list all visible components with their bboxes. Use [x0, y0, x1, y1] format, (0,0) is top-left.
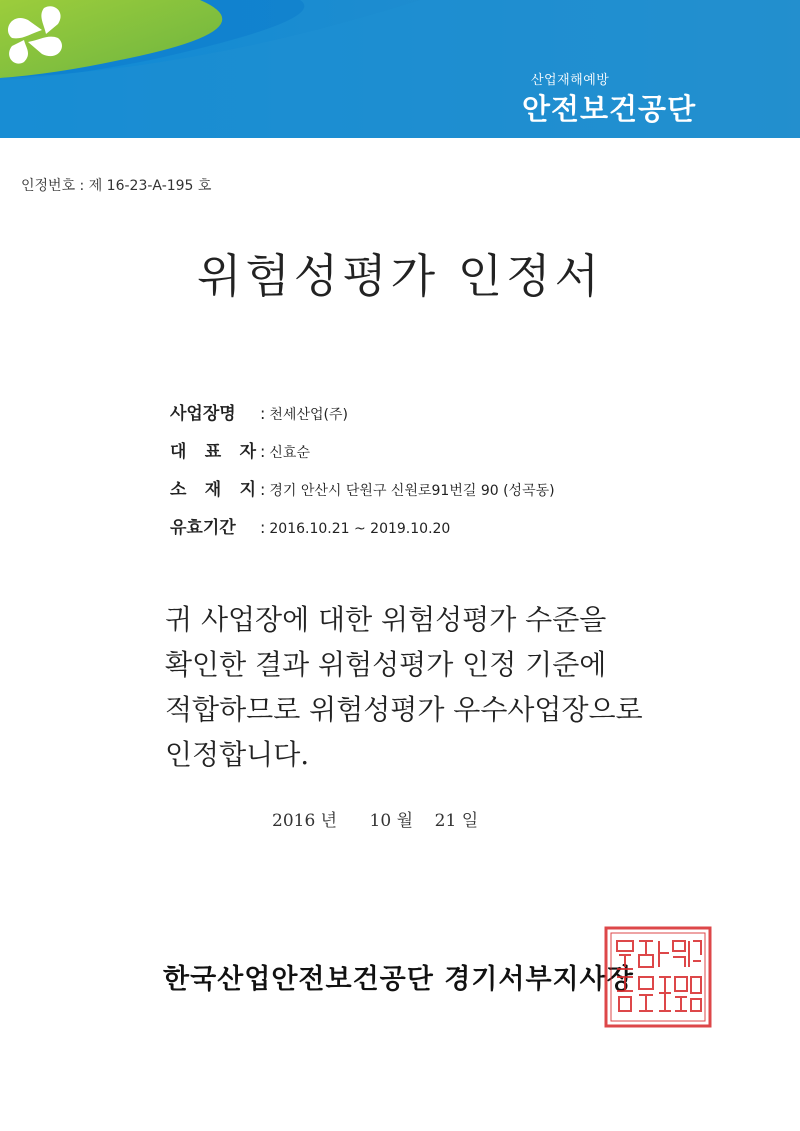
certification-statement: [165, 597, 685, 777]
info-label: [170, 475, 256, 500]
info-label: 사업장명: [170, 404, 236, 424]
colon: :: [260, 442, 266, 461]
colon: :: [260, 480, 266, 499]
statement-line: 귀 사업장에 대한 위험성평가 수준을: [165, 603, 607, 636]
info-row-business-name: [170, 399, 555, 437]
org-name: 안전보건공단: [522, 92, 697, 126]
business-info: [170, 399, 555, 551]
colon: :: [260, 404, 266, 423]
page-title: 위험성평가 인정서: [196, 249, 604, 303]
statement-line: 확인한 결과 위험성평가 인정 기준에: [165, 648, 607, 681]
info-label-char: 대: [170, 442, 187, 462]
date-month: 10: [369, 811, 392, 831]
issuer-name: 한국산업안전보건공단 경기서부지사장: [163, 964, 634, 995]
info-value: 경기 안산시 단원구 신원로91번길 90 (성곡동): [269, 483, 555, 499]
header-banner: [0, 0, 800, 138]
info-value: 천세산업(주): [269, 407, 348, 423]
info-row-address: [170, 475, 555, 513]
org-subtitle: 산업재해예방: [531, 73, 610, 88]
info-label-char: 재: [204, 480, 222, 500]
info-label-char: 소: [170, 480, 187, 500]
statement-line: 인정합니다.: [165, 738, 310, 771]
info-label-char: 표: [204, 442, 222, 462]
info-label: 유효기간: [170, 518, 236, 538]
info-label: [170, 437, 256, 462]
statement-line: 적합하므로 위험성평가 우수사업장으로: [165, 693, 643, 726]
date-year: 2016: [272, 811, 316, 831]
date-year-unit: 년: [320, 811, 338, 831]
date-day: 21: [434, 811, 457, 831]
issue-date: [272, 806, 478, 831]
official-seal-icon: [603, 925, 713, 1029]
info-label-char: 자: [239, 442, 256, 462]
kosha-cross-logo-icon: [0, 0, 70, 70]
info-label-char: 지: [239, 480, 256, 500]
info-row-representative: [170, 437, 555, 475]
info-value: 2016.10.21 ~ 2019.10.20: [269, 521, 451, 537]
info-value: 신효순: [269, 445, 310, 461]
info-row-validity-period: [170, 513, 555, 551]
date-day-unit: 일: [461, 811, 479, 831]
date-month-unit: 월: [396, 811, 414, 831]
certificate-number: 인정번호 : 제 16-23-A-195 호: [21, 178, 212, 194]
colon: :: [260, 518, 266, 537]
